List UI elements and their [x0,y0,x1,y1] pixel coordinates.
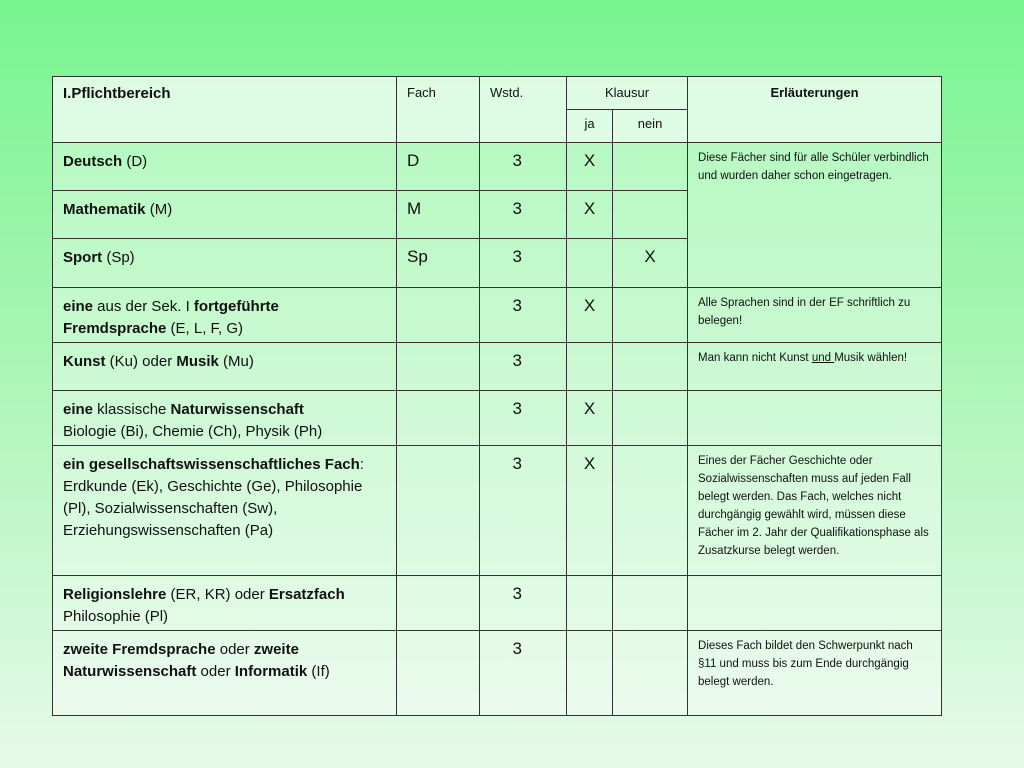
note-kunst-musik: Man kann nicht Kunst und Musik wählen! [688,343,942,391]
klausur-ja-cell: X [567,143,613,191]
header-erlaeuterungen: Erläuterungen [688,77,942,143]
note-geschichte-sowi: Eines der Fächer Geschichte oder Sozialwissenschaften muss auf jeden Fall belegt werden. Das Fach, welches nicht durchgängig gewählt wird, müssen diese Fächer im 2. Jahr der Qualifikationsphase als Zusatzkurse belegt werden. [688,446,942,576]
note-sprachen: Alle Sprachen sind in der EF schriftlich zu belegen! [688,288,942,343]
wstd-cell: 3 [480,239,567,288]
klausur-nein-cell [613,343,688,391]
fach-cell [397,576,480,631]
header-fach: Fach [397,77,480,143]
subject-religionslehre: Religionslehre (ER, KR) oder Ersatzfach Philosophie (Pl) [53,576,397,631]
header-klausur: Klausur [567,77,688,110]
header-section: I.Pflichtbereich [53,77,397,143]
fach-cell [397,446,480,576]
subject-deutsch: Deutsch (D) [53,143,397,191]
klausur-nein-cell [613,143,688,191]
note-empty [688,576,942,631]
note-schwerpunkt: Dieses Fach bildet den Schwerpunkt nach §11 und muss bis zum Ende durchgängig belegt werden. [688,631,942,716]
note-empty [688,391,942,446]
wstd-cell: 3 [480,191,567,239]
table-row [53,391,942,446]
subject-schwerpunkt: zweite Fremdsprache oder zweite Naturwissenschaft oder Informatik (If) [53,631,397,716]
klausur-nein-cell [613,576,688,631]
header-wstd: Wstd. [480,77,567,143]
klausur-ja-cell [567,239,613,288]
table-row [53,576,942,631]
fach-cell [397,288,480,343]
table-row [53,631,942,716]
klausur-nein-cell [613,631,688,716]
subject-gesellschaftswissenschaft: ein gesellschaftswissenschaftliches Fach: Erdkunde (Ek), Geschichte (Ge), Philosophie (Pl), Sozialwissenschaften (Sw), Erziehungswissenschaften (Pa) [53,446,397,576]
klausur-ja-cell [567,576,613,631]
fach-cell [397,343,480,391]
fach-cell [397,391,480,446]
fach-cell: D [397,143,480,191]
wstd-cell: 3 [480,576,567,631]
subject-mathematik: Mathematik (M) [53,191,397,239]
wstd-cell: 3 [480,288,567,343]
table-row [53,343,942,391]
wstd-cell: 3 [480,343,567,391]
wstd-cell: 3 [480,446,567,576]
klausur-nein-cell [613,446,688,576]
klausur-ja-cell: X [567,288,613,343]
header-nein: nein [613,110,688,143]
klausur-nein-cell [613,288,688,343]
subject-fremdsprache: eine aus der Sek. I fortgeführte Fremdsprache (E, L, F, G) [53,288,397,343]
wstd-cell: 3 [480,391,567,446]
klausur-ja-cell: X [567,391,613,446]
header-ja: ja [567,110,613,143]
klausur-ja-cell [567,343,613,391]
note-pflichtfaecher: Diese Fächer sind für alle Schüler verbindlich und wurden daher schon eingetragen. [688,143,942,288]
pflichtbereich-table [52,76,942,716]
klausur-nein-cell [613,391,688,446]
subject-sport: Sport (Sp) [53,239,397,288]
klausur-nein-cell: X [613,239,688,288]
subject-naturwissenschaft: eine klassische Naturwissenschaft Biologie (Bi), Chemie (Ch), Physik (Ph) [53,391,397,446]
klausur-nein-cell [613,191,688,239]
table-row [53,288,942,343]
klausur-ja-cell: X [567,191,613,239]
klausur-ja-cell: X [567,446,613,576]
subject-kunst-musik: Kunst (Ku) oder Musik (Mu) [53,343,397,391]
fach-cell: M [397,191,480,239]
table-row [53,446,942,576]
table-row [53,143,942,191]
wstd-cell: 3 [480,143,567,191]
klausur-ja-cell [567,631,613,716]
wstd-cell: 3 [480,631,567,716]
fach-cell [397,631,480,716]
fach-cell: Sp [397,239,480,288]
